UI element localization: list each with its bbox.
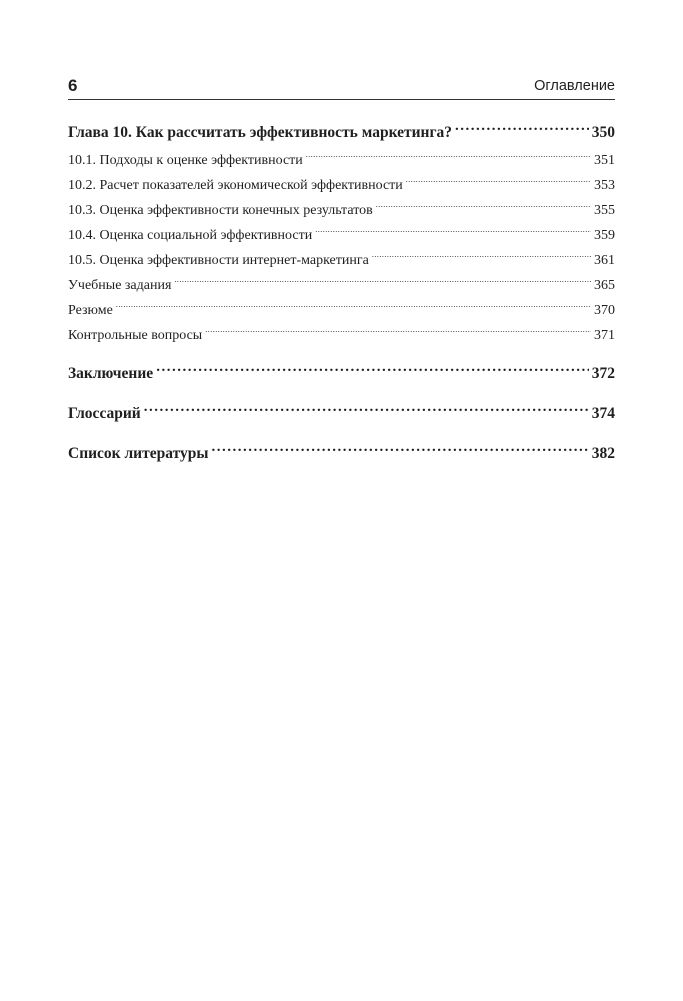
toc-entry-page: 351 xyxy=(594,153,615,168)
toc-section-10-2[interactable] xyxy=(68,175,615,195)
dot-leader xyxy=(144,402,589,418)
toc-section-10-3[interactable] xyxy=(68,200,615,220)
toc-chapter-10[interactable] xyxy=(68,121,615,143)
toc-entry-page: 353 xyxy=(594,178,615,193)
toc-entry-title: Глава 10. Как рассчитать эффективность маркетинга? xyxy=(68,123,453,141)
page-header xyxy=(68,74,615,98)
dot-leader xyxy=(306,150,591,164)
dot-leader xyxy=(211,442,588,458)
toc-entry-title: 10.5. Оценка эффективности интернет-маркетинга xyxy=(68,253,369,268)
toc-entry-title: 10.4. Оценка социальной эффективности xyxy=(68,228,313,243)
dot-leader xyxy=(372,250,591,264)
dot-leader xyxy=(315,225,591,239)
toc-section-10-4[interactable] xyxy=(68,225,615,245)
toc-entry-title: Список литературы xyxy=(68,444,209,462)
toc-entry-title: Учебные задания xyxy=(68,278,172,293)
header-divider xyxy=(68,99,615,100)
toc-entry-title: Контрольные вопросы xyxy=(68,328,203,343)
toc-glossary[interactable] xyxy=(68,402,615,424)
toc-entry-title: 10.2. Расчет показателей экономической эффективности xyxy=(68,178,403,193)
page-number: 6 xyxy=(68,76,78,95)
toc-entry-page: 361 xyxy=(594,253,615,268)
dot-leader xyxy=(205,325,591,339)
toc-entry-page: 350 xyxy=(591,123,615,141)
toc-section-summary[interactable] xyxy=(68,300,615,320)
toc-section-10-1[interactable] xyxy=(68,150,615,170)
toc-entry-title: Заключение xyxy=(68,364,154,382)
toc-entry-title: 10.3. Оценка эффективности конечных результатов xyxy=(68,203,373,218)
toc-entry-page: 374 xyxy=(591,404,615,422)
toc-conclusion[interactable] xyxy=(68,362,615,384)
toc-entry-page: 365 xyxy=(594,278,615,293)
toc-section-10-5[interactable] xyxy=(68,250,615,270)
dot-leader xyxy=(406,175,591,189)
toc-entry-page: 371 xyxy=(594,328,615,343)
toc-references[interactable] xyxy=(68,442,615,464)
dot-leader xyxy=(156,362,589,378)
toc-entry-page: 355 xyxy=(594,203,615,218)
dot-leader xyxy=(376,200,591,214)
toc-entry-page: 372 xyxy=(591,364,615,382)
toc-entry-page: 382 xyxy=(591,444,615,462)
toc-entry-title: Глоссарий xyxy=(68,404,141,422)
toc-section-questions[interactable] xyxy=(68,325,615,345)
running-title: Оглавление xyxy=(534,78,615,94)
dot-leader xyxy=(455,121,589,137)
dot-leader xyxy=(116,300,591,314)
toc-entry-page: 359 xyxy=(594,228,615,243)
dot-leader xyxy=(174,275,591,289)
toc-entry-page: 370 xyxy=(594,303,615,318)
toc-section-assignments[interactable] xyxy=(68,275,615,295)
toc-entry-title: 10.1. Подходы к оценке эффективности xyxy=(68,153,303,168)
toc-entry-title: Резюме xyxy=(68,303,113,318)
